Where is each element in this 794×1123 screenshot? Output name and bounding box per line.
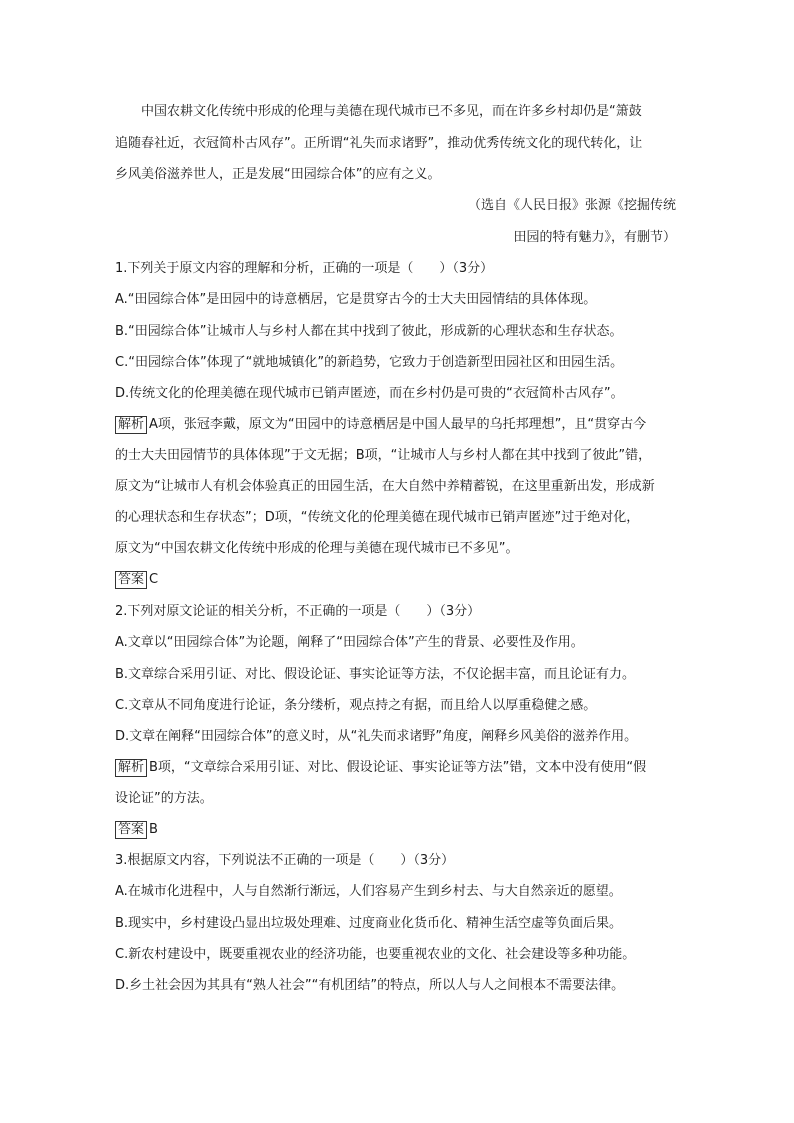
passage-line-2: 追随春社近，衣冠简朴古风存”。正所谓“礼失而求诸野”，推动优秀传统文化的现代转化，让	[115, 136, 643, 151]
q1-option-d: D.传统文化的伦理美德在现代城市已销声匿迹，而在乡村仍是可贵的“衣冠简朴古风存”。	[115, 386, 624, 401]
q1-analysis-line-1	[115, 415, 675, 435]
q1-analysis-text-1: A项，张冠李戴，原文为“田园中的诗意栖居是中国人最早的乌托邦理想”，且“贯穿古今	[149, 417, 647, 432]
q3-option-a: A.在城市化进程中，人与自然渐行渐远，人们容易产生到乡村去、与大自然亲近的愿望。	[115, 884, 622, 899]
q1-option-b: B.“田园综合体”让城市人与乡村人都在其中找到了彼此，形成新的心理状态和生存状态。	[115, 324, 623, 339]
q1-analysis-line-3: 原文为“让城市人有机会体验真正的田园生活，在大自然中养精蓄锐，在这里重新出发，形成新	[115, 479, 655, 494]
q1-option-a: A.“田园综合体”是田园中的诗意栖居，它是贯穿古今的士大夫田园情结的具体体现。	[115, 292, 597, 307]
q2-answer	[115, 820, 675, 840]
source-line-1: （选自《人民日报》张源《挖掘传统	[467, 198, 676, 213]
passage-line-3: 乡风美俗滋养世人，正是发展“田园综合体”的应有之义。	[115, 167, 441, 182]
q2-option-b: B.文章综合采用引证、对比、假设论证、事实论证等方法，不仅论据丰富，而且论证有力。	[115, 667, 636, 682]
q1-analysis-line-2: 的士大夫田园情节的具体体现”于文无据；B项，“让城市人与乡村人都在其中找到了彼此”错，	[115, 448, 652, 463]
answer-label: 答案	[115, 821, 147, 839]
answer-label: 答案	[115, 571, 147, 589]
analysis-label: 解析	[115, 416, 147, 434]
q2-analysis-text-1: B项，“文章综合采用引证、对比、假设论证、事实论证等方法”错，文本中没有使用“假	[149, 760, 647, 775]
q2-option-c: C.文章从不同角度进行论证，条分缕析，观点持之有据，而且给人以厚重稳健之感。	[115, 698, 597, 713]
q1-analysis-line-5: 原文为“中国农耕文化传统中形成的伦理与美德在现代城市已不多见”。	[115, 541, 519, 556]
q3-option-b: B.现实中，乡村建设凸显出垃圾处理难、过度商业化货币化、精神生活空虚等负面后果。	[115, 916, 623, 931]
q1-option-c: C.“田园综合体”体现了“就地城镇化”的新趋势，它致力于创造新型田园社区和田园生活。	[115, 355, 624, 370]
passage-line-1: 中国农耕文化传统中形成的伦理与美德在现代城市已不多见，而在许多乡村却仍是“箫鼓	[141, 104, 642, 119]
q2-option-d: D.文章在阐释“田园综合体”的意义时，从“礼失而求诸野”角度，阐释乡风美俗的滋养作用。	[115, 729, 638, 744]
q3-option-d: D.乡土社会因为其具有“熟人社会”“有机团结”的特点，所以人与人之间根本不需要法律。	[115, 978, 625, 993]
q1-answer-value: C	[149, 572, 159, 587]
analysis-label: 解析	[115, 759, 147, 777]
q2-analysis-line-1	[115, 758, 675, 778]
q2-answer-value: B	[149, 822, 158, 837]
q1-answer	[115, 570, 675, 590]
q1-stem: 1.下列关于原文内容的理解和分析，正确的一项是（ ）（3分）	[115, 261, 494, 276]
q2-option-a: A.文章以“田园综合体”为论题，阐释了“田园综合体”产生的背景、必要性及作用。	[115, 635, 584, 650]
q3-stem: 3.根据原文内容，下列说法不正确的一项是（ ）（3分）	[115, 853, 455, 868]
q2-analysis-line-2: 设论证”的方法。	[115, 791, 213, 806]
q1-analysis-line-4: 的心理状态和生存状态”；D项，“传统文化的伦理美德在现代城市已销声匿迹”过于绝对化，	[115, 510, 640, 525]
q2-stem: 2.下列对原文论证的相关分析，不正确的一项是（ ）（3分）	[115, 604, 481, 619]
source-line-2: 田园的特有魅力》，有删节）	[513, 230, 676, 245]
q3-option-c: C.新农村建设中，既要重视农业的经济功能，也要重视农业的文化、社会建设等多种功能。	[115, 947, 636, 962]
